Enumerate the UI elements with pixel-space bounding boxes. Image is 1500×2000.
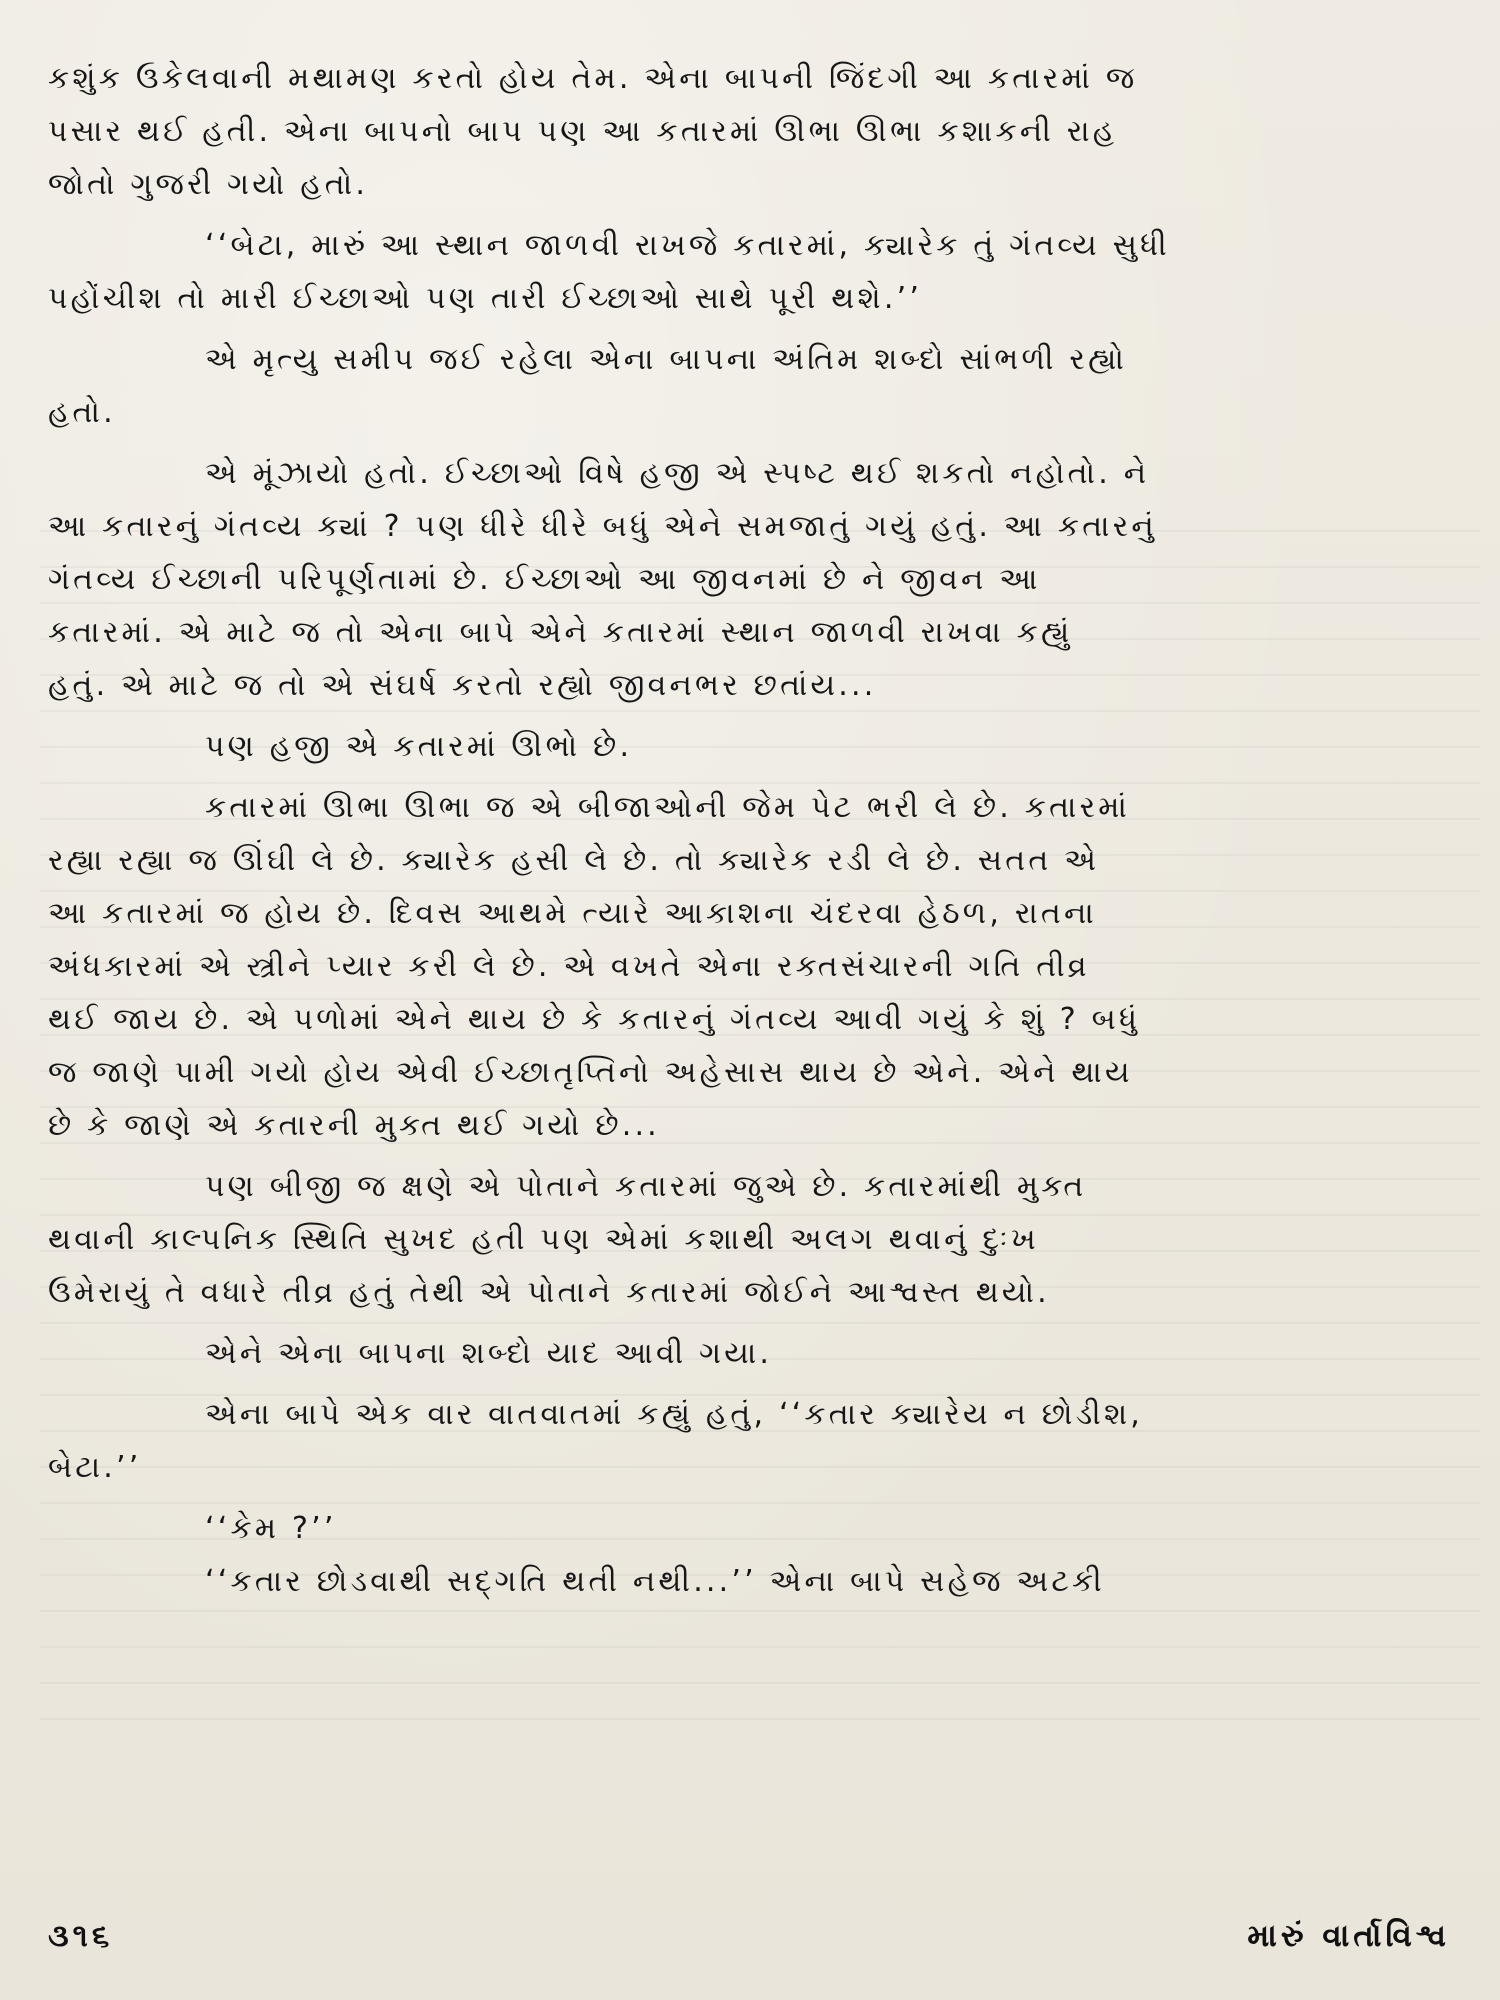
text-line: ‘‘બેટા, મારું આ સ્થાન જાળવી રાખજે કતારમાં, ક્યારેક તું ગંતવ્ય સુધી (205, 228, 1170, 263)
text-line: જોતો ગુજરી ગયો હતો. (48, 167, 369, 202)
text-line: ‘‘કતાર છોડવાથી સદ્ગતિ થતી નથી...’’ એના બાપે સહેજ અટકી (205, 1564, 1105, 1599)
text-line: થઈ જાય છે. એ પળોમાં એને થાય છે કે કતારનું ગંતવ્ય આવી ગયું કે શું ? બધું (48, 1002, 1141, 1037)
text-line: એના બાપે એક વાર વાતવાતમાં કહ્યું હતું, ‘‘કતાર ક્યારેય ન છોડીશ, (205, 1397, 1144, 1432)
text-line: હતો. (48, 395, 116, 430)
text-line: ‘‘કેમ ?’’ (205, 1511, 337, 1546)
page-number: ૩૧૬ (48, 1918, 114, 1954)
text-line: કશુંક ઉકેલવાની મથામણ કરતો હોય તેમ. એના બાપની જિંદગી આ કતારમાં જ (48, 61, 1138, 96)
book-title: મારું વાર્તાવિશ્વ (1247, 1918, 1450, 1954)
text-line: અંધકારમાં એ સ્ત્રીને પ્યાર કરી લે છે. એ વખતે એના રક્તસંચારની ગતિ તીવ્ર (48, 949, 1090, 984)
text-line: થવાની કાલ્પનિક સ્થિતિ સુખદ હતી પણ એમાં કશાથી અલગ થવાનું દુઃખ (48, 1222, 1039, 1257)
text-line: પહોંચીશ તો મારી ઈચ્છાઓ પણ તારી ઈચ્છાઓ સાથે પૂરી થશે.’’ (48, 281, 923, 316)
text-line: છે કે જાણે એ કતારની મુક્ત થઈ ગયો છે... (48, 1108, 660, 1143)
text-line: હતું. એ માટે જ તો એ સંઘર્ષ કરતો રહ્યો જીવનભર છતાંય... (48, 668, 877, 703)
text-line: કતારમાં ઊભા ઊભા જ એ બીજાઓની જેમ પેટ ભરી લે છે. કતારમાં (205, 790, 1131, 825)
text-line: બેટા.’’ (48, 1450, 142, 1485)
text-line: પણ હજી એ કતારમાં ઊભો છે. (205, 729, 633, 764)
text-line: રહ્યા રહ્યા જ ઊંઘી લે છે. ક્યારેક હસી લે છે. તો ક્યારેક રડી લે છે. સતત એ (48, 843, 1100, 878)
text-line: ઉમેરાયું તે વધારે તીવ્ર હતું તેથી એ પોતાને કતારમાં જોઈને આશ્વસ્ત થયો. (48, 1275, 1050, 1310)
text-line: ગંતવ્ય ઈચ્છાની પરિપૂર્ણતામાં છે. ઈચ્છાઓ આ જીવનમાં છે ને જીવન આ (48, 562, 1041, 597)
text-line: જ જાણે પામી ગયો હોય એવી ઈચ્છાતૃપ્તિનો અહેસાસ થાય છે એને. એને થાય (48, 1055, 1133, 1090)
text-line: આ કતારનું ગંતવ્ય ક્યાં ? પણ ધીરે ધીરે બધું એને સમજાતું ગયું હતું. આ કતારનું (48, 509, 1157, 544)
text-line: કતારમાં. એ માટે જ તો એના બાપે એને કતારમાં સ્થાન જાળવી રાખવા કહ્યું (48, 615, 1073, 650)
text-line: એને એના બાપના શબ્દો યાદ આવી ગયા. (205, 1336, 773, 1371)
text-line: એ મૃત્યુ સમીપ જઈ રહેલા એના બાપના અંતિમ શબ્દો સાંભળી રહ્યો (205, 342, 1128, 377)
text-line: પસાર થઈ હતી. એના બાપનો બાપ પણ આ કતારમાં ઊભા ઊભા કશાકની રાહ (48, 114, 1118, 149)
text-line: આ કતારમાં જ હોય છે. દિવસ આથમે ત્યારે આકાશના ચંદરવા હેઠળ, રાતના (48, 896, 1097, 931)
body-text (48, 52, 1448, 1608)
text-line: પણ બીજી જ ક્ષણે એ પોતાને કતારમાં જુએ છે. કતારમાંથી મુક્ત (205, 1169, 1087, 1204)
text-line: એ મૂંઝાયો હતો. ઈચ્છાઓ વિષે હજી એ સ્પષ્ટ થઈ શકતો નહોતો. ને (205, 456, 1150, 491)
